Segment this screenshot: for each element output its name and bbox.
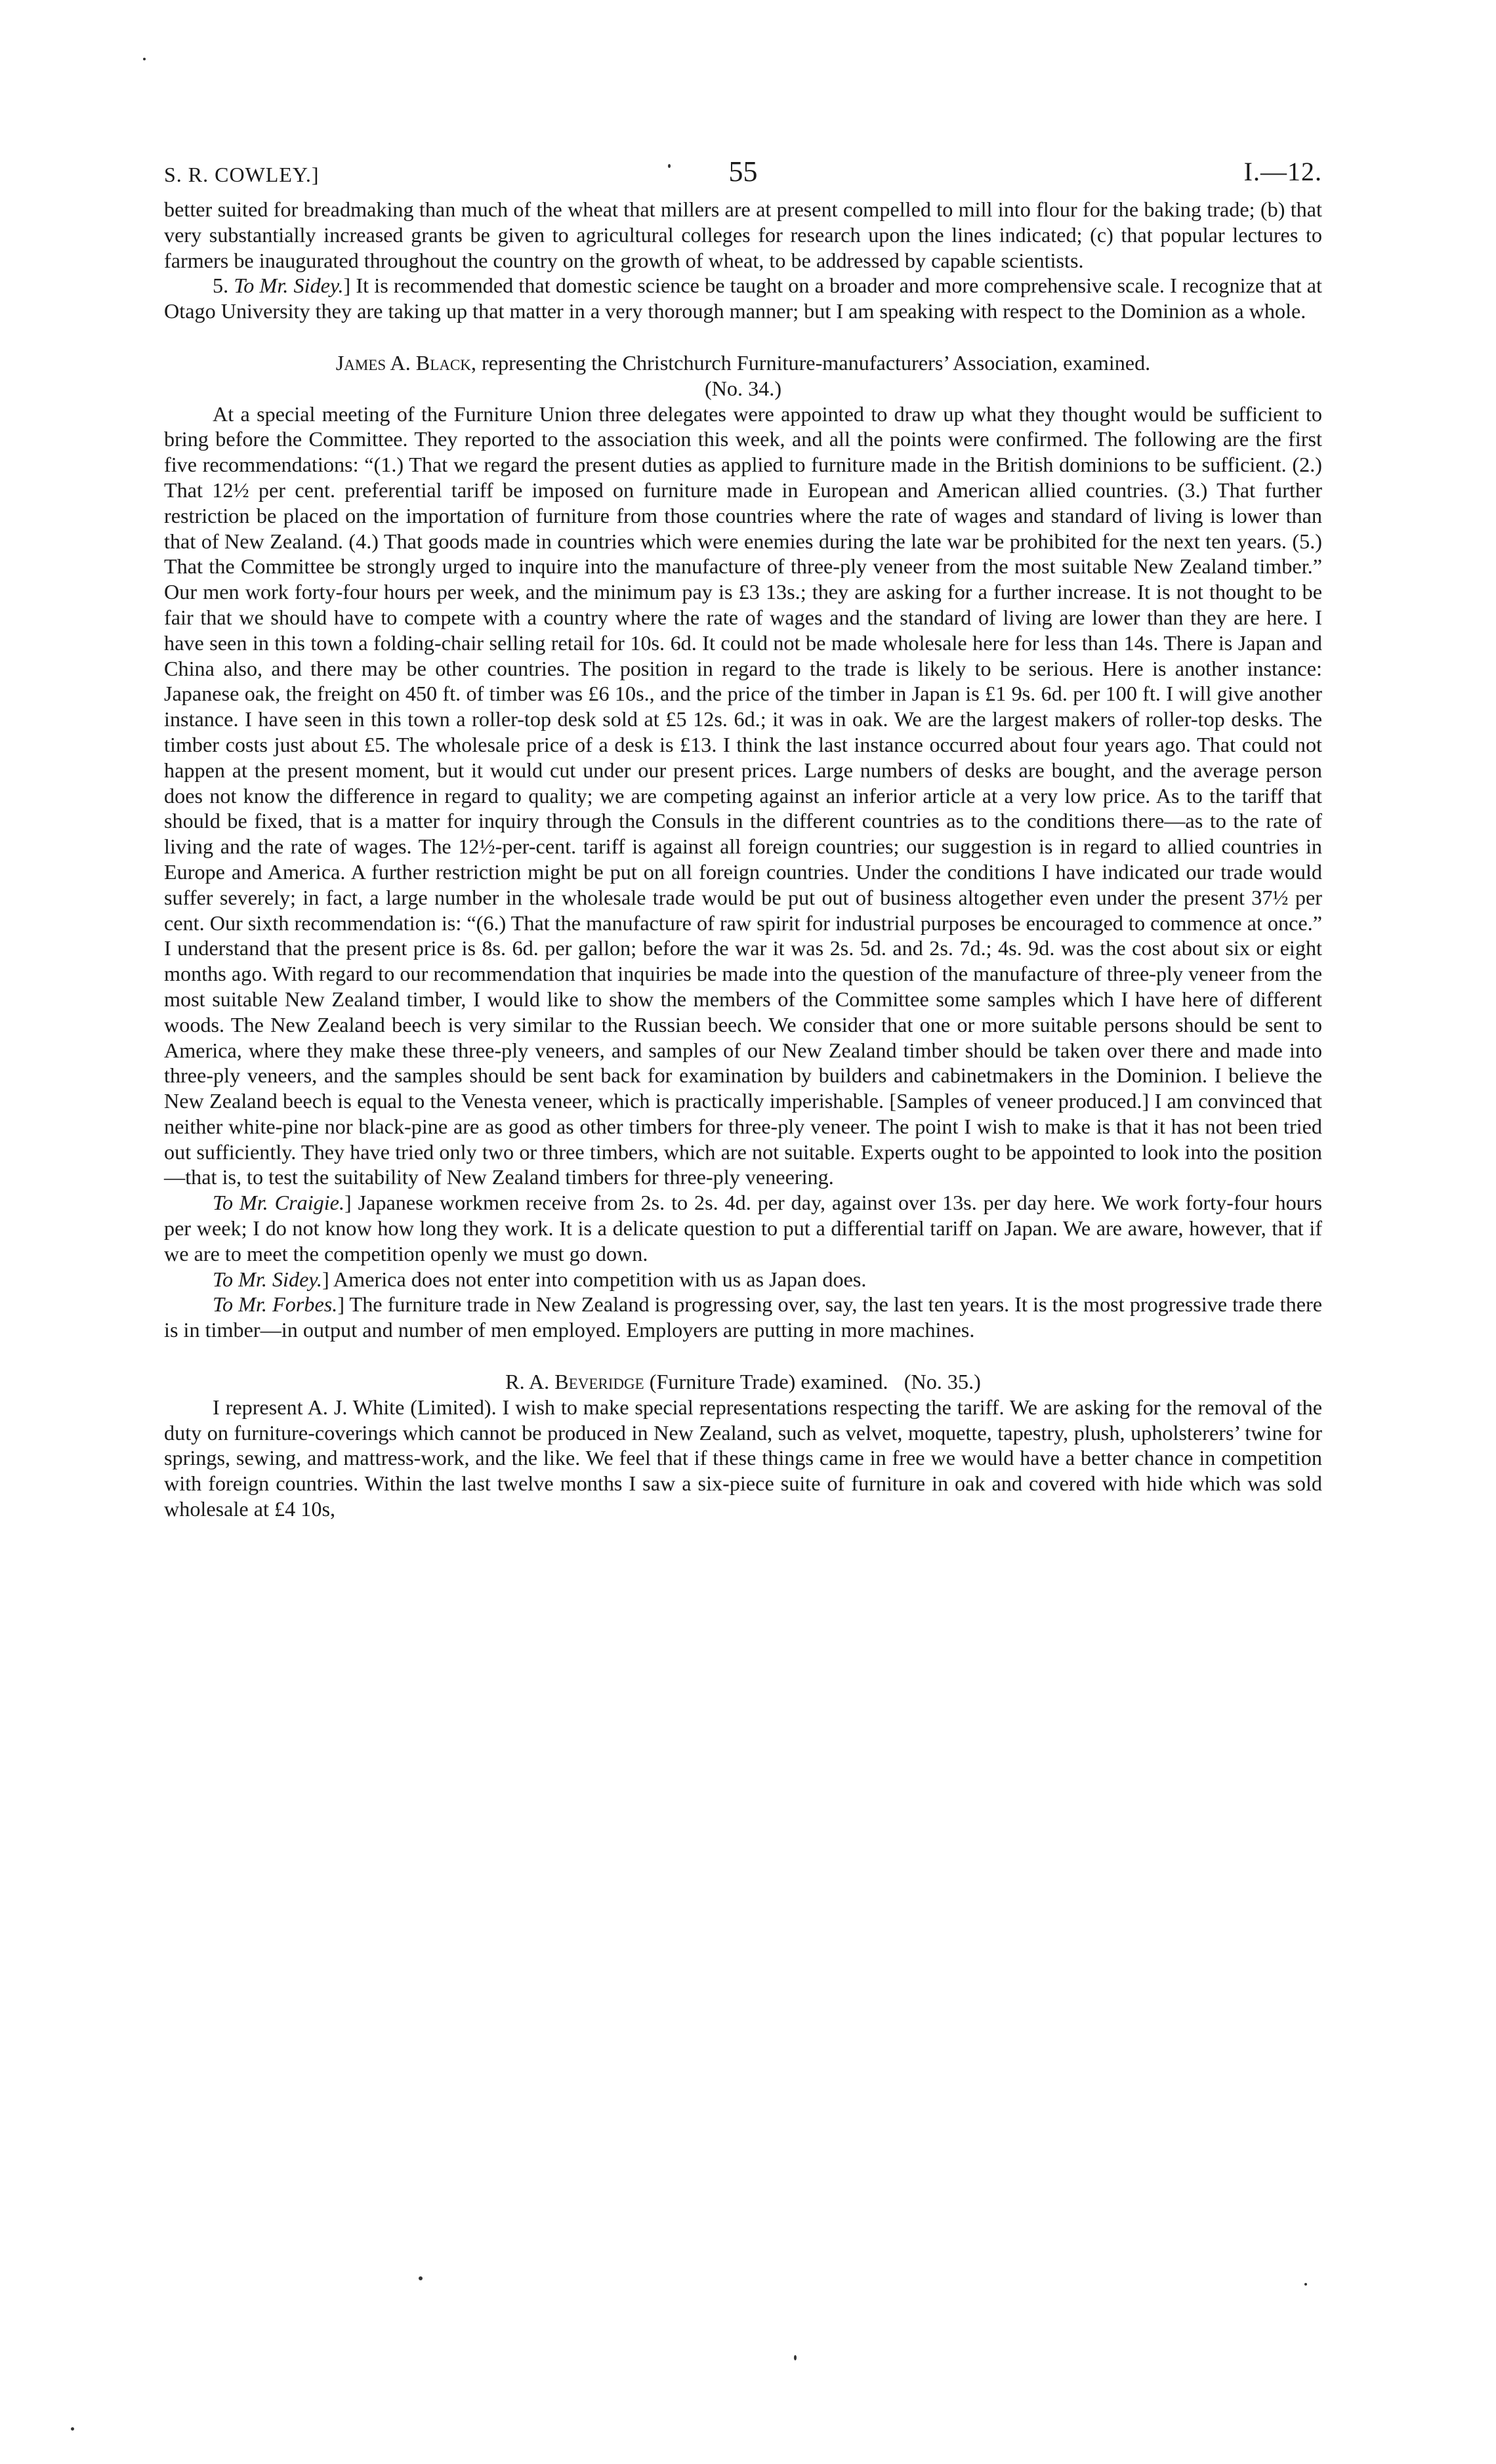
continuation-paragraph: better suited for breadmaking than much of the wheat that millers are at present compelled to mill into flour for the baking trade; (b) that very substantially increased grants be given to agricultural colleges for research upon the lines indicated; (c) that popular lectures to farmers be inaugurated throughout the country on the growth of wheat, to be addressed by capable scientists. (164, 197, 1322, 272)
witness-number: (No. 35.) (904, 1370, 981, 1394)
header-witness-name: S. R. COWLEY.] (164, 163, 320, 186)
witness-number: (No. 34.) (704, 376, 782, 400)
witness-section-34 (164, 350, 1322, 1343)
scan-speck (668, 164, 671, 168)
answer-text: ] The furniture trade in New Zealand is progressing over, say, the last ten years. It is the most progressive trade there is in timber—in output and number of men employed. Employers are putting in more machines. (164, 1292, 1323, 1342)
scan-speck (419, 2276, 423, 2280)
witness-description: , representing the Christchurch Furniture-manufacturers’ Association, examined. (470, 350, 1151, 375)
document-page (164, 151, 1322, 1522)
paper-reference: I.—12. (1243, 157, 1322, 186)
addressee: To Mr. Craigie. (213, 1191, 345, 1215)
page-number: 55 (728, 155, 758, 188)
answer-paragraph (164, 1267, 1322, 1292)
witness-section-35 (164, 1369, 1322, 1522)
scan-speck (794, 2355, 797, 2360)
continuation-section (164, 197, 1322, 324)
addressee: To Mr. Sidey. (234, 274, 344, 298)
running-head (164, 151, 1322, 197)
answer-paragraph (164, 1190, 1322, 1266)
scan-speck (1304, 2283, 1307, 2286)
answer-paragraph (164, 1292, 1322, 1343)
answer-text: ] Japanese workmen receive from 2s. to 2s. 4d. per day, against over 13s. per day here. We work forty-four hours per week; I do not know how long they work. It is a delicate question to put a differential tariff on Japan. We are aware, however, that if we are to meet the competition openly we must go down. (164, 1191, 1322, 1265)
addressee: To Mr. Forbes. (213, 1292, 338, 1317)
evidence-paragraph: I represent A. J. White (Limited). I wish to make special representations respecting the tariff. We are asking for the removal of the duty on furniture-coverings which cannot be produced in New Zealand, such as velvet, moquette, tapestry, plush, upholsterers’ twine for springs, sewing, and mattress-work, and the like. We feel that if these things came in free we would have a better chance in competition with foreign countries. Within the last twelve months I saw a six-piece suite of furniture in oak and covered with hide which was sold wholesale at £4 10s, (164, 1395, 1322, 1521)
answer-text: ] It is recommended that domestic science be taught on a broader and more comprehensive scale. I recognize that at Otago University they are taking up that matter in a very thorough manner; but I am speaking with respect to the Dominion as a whole. (164, 274, 1322, 323)
scan-speck (143, 58, 146, 60)
witness-name: James A. Black (335, 350, 471, 375)
answer-text: ] America does not enter into competition with us as Japan does. (322, 1267, 867, 1291)
scan-speck (71, 2427, 74, 2431)
witness-name: R. A. Beveridge (505, 1370, 644, 1394)
witness-heading (164, 1369, 1322, 1395)
witness-heading (164, 350, 1322, 401)
answer-number: 5. (213, 274, 234, 298)
evidence-paragraph: At a special meeting of the Furniture Union three delegates were appointed to draw up what they thought would be sufficient to bring before the Committee. They reported to the association this week, and all the points were confirmed. The following are the first five recommendations: “(1.) That we regard the present duties as applied to furniture made in the British dominions to be sufficient. (2.) That 12½ per cent. preferential tariff be imposed on furniture made in European and American allied countries. (3.) That further restriction be placed on the importation of furniture from those countries where the rate of wages and standard of living is lower than that of New Zealand. (4.) That goods made in countries which were enemies during the late war be prohibited for the next ten years. (5.) That the Committee be strongly urged to inquire into the manufacture of three-ply veneer from the most suitable New Zealand timber.” Our men work forty-four hours per week, and the minimum pay is £3 13s.; they are asking for a further increase. It is not thought to be fair that we should have to compete with a country where the rate of wages and the standard of living are lower than they are here. I have seen in this town a folding-chair selling retail for 10s. 6d. It could not be made wholesale here for less than 14s. There is Japan and China also, and there may be other countries. The position in regard to the trade is likely to be serious. Here is another instance: Japanese oak, the freight on 450 ft. of timber was £6 10s., and the price of the timber in Japan is £1 9s. 6d. per 100 ft. I will give another instance. I have seen in this town a roller-top desk sold at £5 12s. 6d.; it was in oak. We are the largest makers of roller-top desks. The timber costs just about £5. The wholesale price of a desk is £13. I think the last instance occurred about four years ago. That could not happen at the present moment, but it would cut under our present prices. Large numbers of desks are bought, and the average person does not know the difference in regard to quality; we are competing against an inferior article at a very low price. As to the tariff that should be fixed, that is a matter for inquiry through the Consuls in the different countries as to the conditions there—as to the rate of living and the rate of wages. The 12½-per-cent. tariff is against all foreign countries; our suggestion is in regard to allied countries in Europe and America. A further restriction might be put on all foreign countries. Under the conditions I have indicated our trade would suffer severely; in fact, a large number in the wholesale trade would be put out of business altogether even under the present 37½ per cent. Our sixth recommendation is: “(6.) That the manufacture of raw spirit for industrial purposes be encouraged to commence at once.” I understand that the present price is 8s. 6d. per gallon; before the war it was 2s. 5d. and 2s. 7d.; 4s. 9d. was the cost about six or eight months ago. With regard to our recommendation that inquiries be made into the question of the manufacture of three-ply veneer from the most suitable New Zealand timber, I would like to show the members of the Committee some samples which I have here of different woods. The New Zealand beech is very similar to the Russian beech. We consider that one or more suitable persons should be sent to America, where they make these three-ply veneers, and samples of our New Zealand timber should be taken over there and made into three-ply veneers, and the samples should be sent back for examination by builders and cabinetmakers in the Dominion. I believe the New Zealand beech is equal to the Venesta veneer, which is practically imperishable. [Samples of veneer produced.] I am convinced that neither white-pine nor black-pine are as good as other timbers for three-ply veneer. The point I wish to make is that it has not been tried out sufficiently. They have tried only two or three timbers, which are not suitable. Experts ought to be appointed to look into the position—that is, to test the suitability of New Zealand timbers for three-ply veneering. (164, 401, 1322, 1189)
witness-description: (Furniture Trade) examined. (644, 1370, 888, 1394)
answer-paragraph (164, 273, 1322, 324)
addressee: To Mr. Sidey. (213, 1267, 322, 1291)
